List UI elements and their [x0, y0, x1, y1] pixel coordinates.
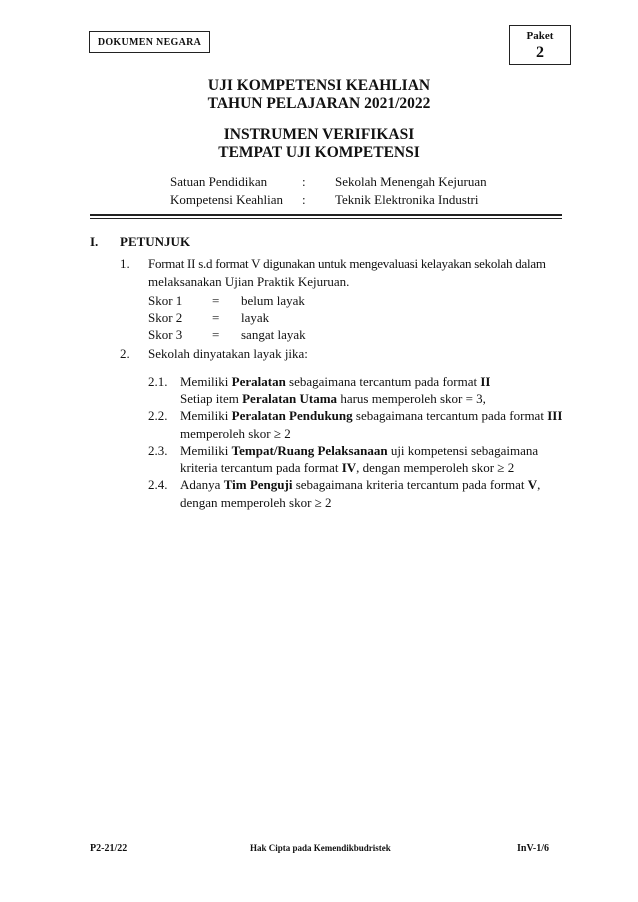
item-2-text: Sekolah dinyatakan layak jika:	[148, 346, 308, 361]
sub-2-4-line-1: Adanya Tim Penguji sebagaimana kriteria tercantum pada format V,	[180, 477, 541, 492]
footer-left: P2-21/22	[90, 843, 128, 854]
info-sep-2: :	[302, 192, 306, 207]
divider-thick	[90, 214, 562, 216]
document-label: DOKUMEN NEGARA	[89, 31, 210, 53]
sub-2-4-line-2: dengan memperoleh skor ≥ 2	[180, 495, 332, 510]
info-value-1: Sekolah Menengah Kejuruan	[335, 174, 487, 189]
sub-2-3-number: 2.3.	[148, 443, 168, 458]
title-line-1: UJI KOMPETENSI KEAHLIAN	[207, 77, 431, 94]
sub-2-1-number: 2.1.	[148, 374, 168, 389]
info-sep-1: :	[302, 174, 306, 189]
sub-2-3-line-2: kriteria tercantum pada format IV, dengan memperoleh skor ≥ 2	[180, 460, 515, 475]
score-2-eq: =	[212, 310, 220, 325]
score-1-label: Skor 1	[148, 293, 183, 308]
item-1-number: 1.	[120, 256, 130, 271]
sub-2-2-line-2: memperoleh skor ≥ 2	[180, 426, 291, 441]
sub-2-1-line-2: Setiap item Peralatan Utama harus memperoleh skor = 3,	[180, 391, 486, 406]
sub-2-1-line-1: Memiliki Peralatan sebagaimana tercantum pada format II	[180, 374, 491, 389]
score-2-desc: layak	[241, 310, 270, 325]
section-title: PETUNJUK	[120, 234, 191, 249]
sub-2-2-number: 2.2.	[148, 408, 168, 423]
title-line-4: TEMPAT UJI KOMPETENSI	[218, 144, 420, 161]
section-number: I.	[90, 234, 99, 249]
score-3-desc: sangat layak	[241, 327, 306, 342]
footer-right: InV-1/6	[517, 843, 550, 854]
score-3-eq: =	[212, 327, 220, 342]
paket-box	[509, 25, 571, 65]
title-line-3: INSTRUMEN VERIFIKASI	[223, 126, 415, 143]
info-label-1: Satuan Pendidikan	[170, 174, 268, 189]
divider-thin	[90, 218, 562, 219]
item-2-number: 2.	[120, 346, 130, 361]
score-1-eq: =	[212, 293, 220, 308]
footer-center: Hak Cipta pada Kemendikbudristek	[250, 843, 391, 853]
paket-label: Paket	[526, 30, 554, 42]
score-1-desc: belum layak	[241, 293, 305, 308]
score-2-label: Skor 2	[148, 310, 183, 325]
info-value-2: Teknik Elektronika Industri	[335, 192, 479, 207]
item-1-line-1: Format II s.d format V digunakan untuk mengevaluasi kelayakan sekolah dalam	[148, 256, 546, 271]
paket-number: 2	[536, 44, 544, 61]
item-1-line-2: melaksanakan Ujian Praktik Kejuruan.	[148, 274, 350, 289]
sub-2-4-number: 2.4.	[148, 477, 168, 492]
info-label-2: Kompetensi Keahlian	[170, 192, 283, 207]
title-line-2: TAHUN PELAJARAN 2021/2022	[207, 95, 431, 112]
score-3-label: Skor 3	[148, 327, 183, 342]
sub-2-3-line-1: Memiliki Tempat/Ruang Pelaksanaan uji kompetensi sebagaimana	[180, 443, 539, 458]
sub-2-2-line-1: Memiliki Peralatan Pendukung sebagaimana tercantum pada format III	[180, 408, 563, 423]
